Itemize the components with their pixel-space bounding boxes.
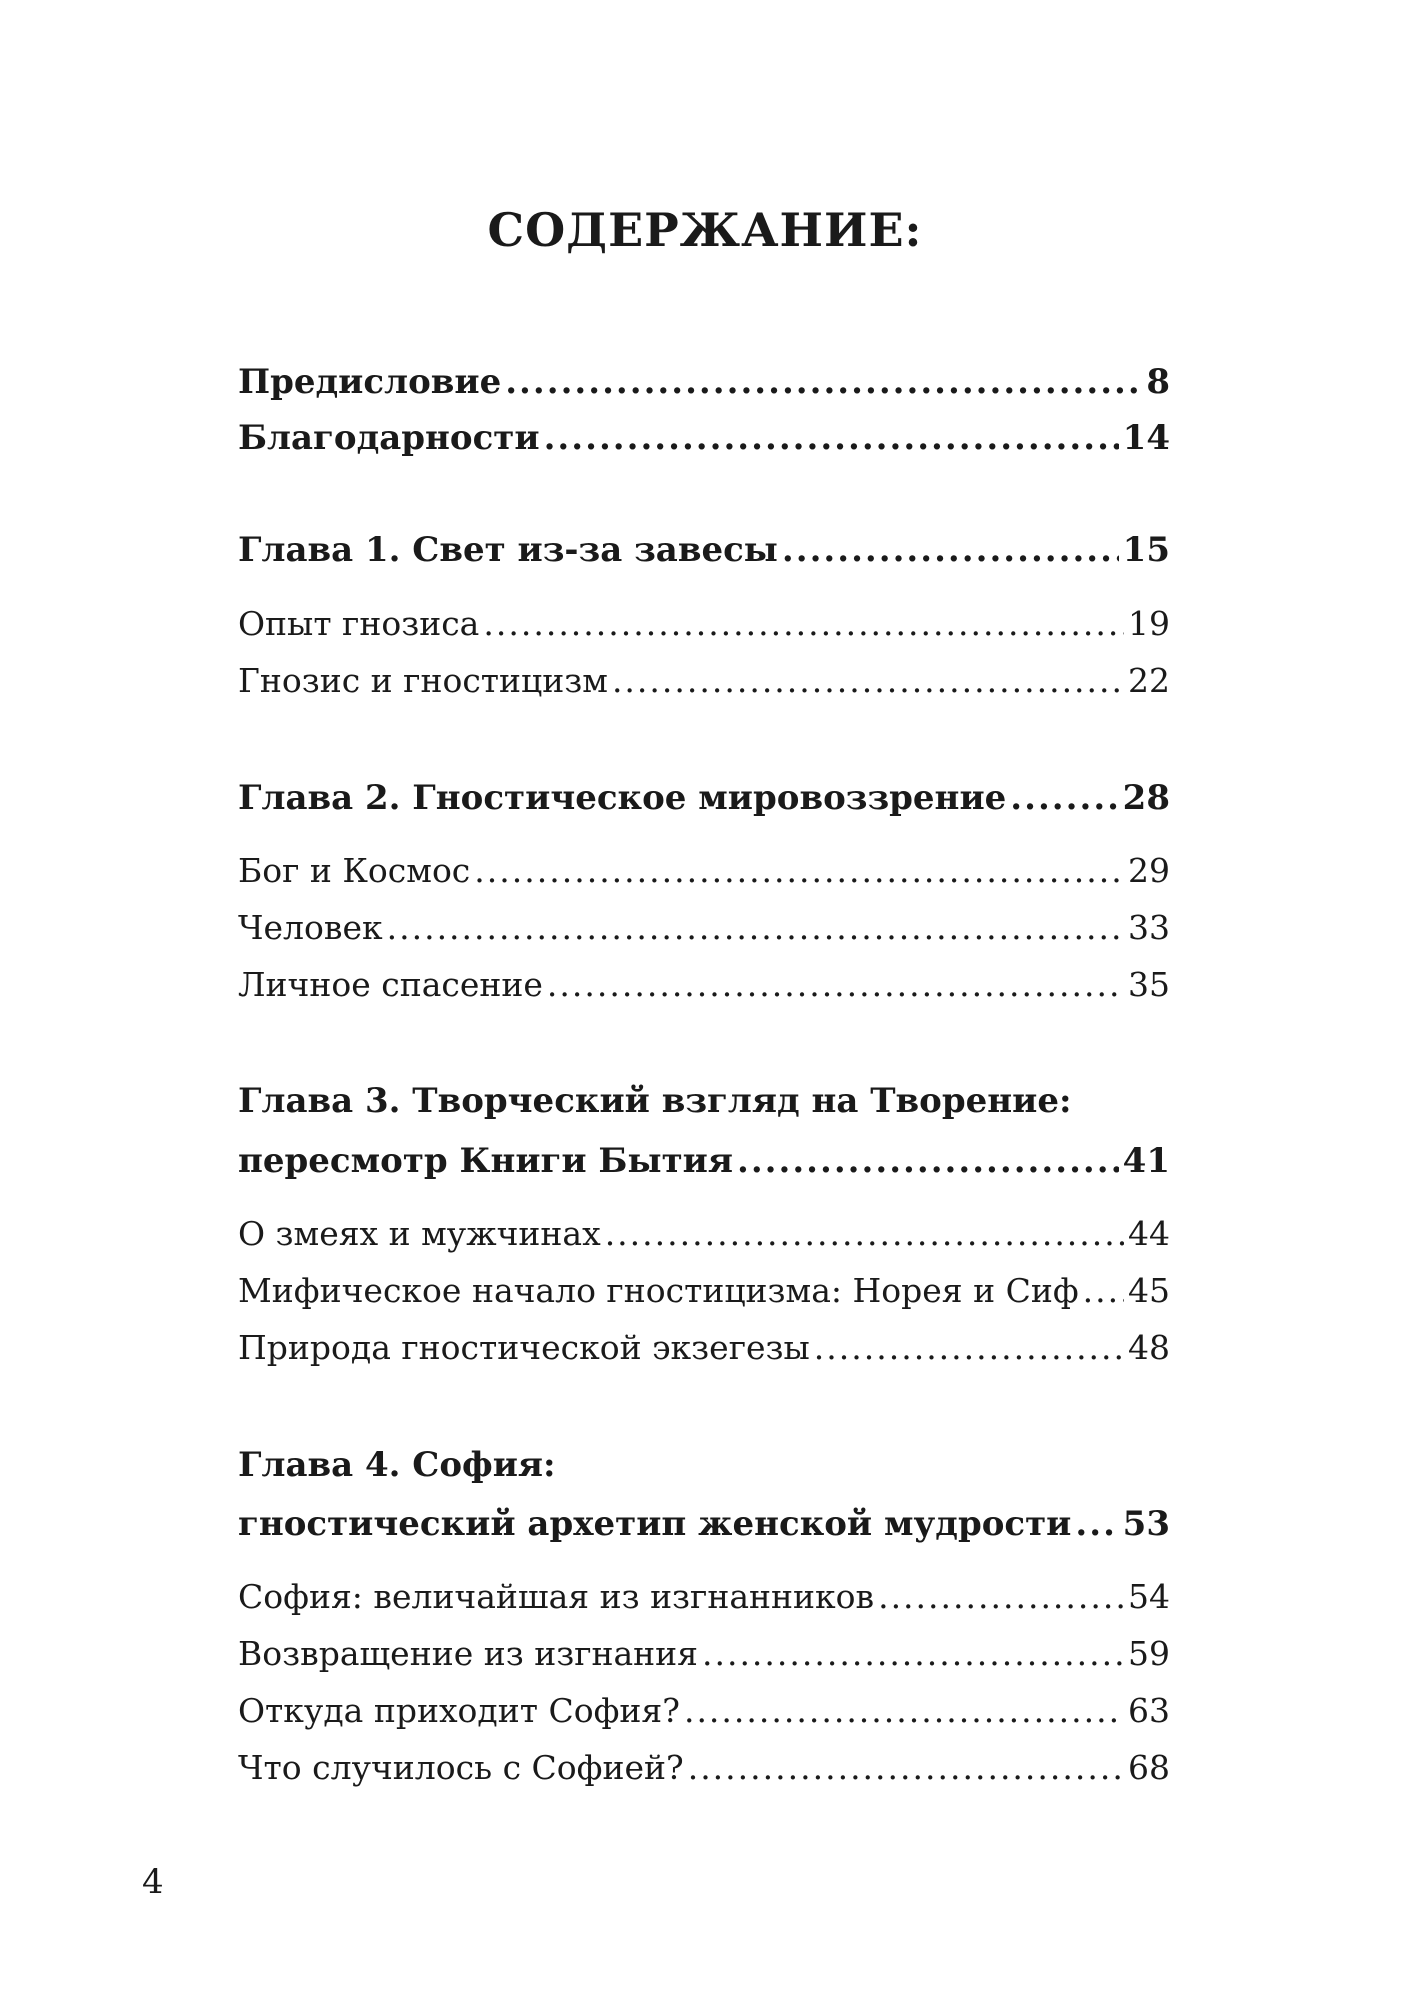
toc-entry-section[interactable] [238, 657, 1170, 705]
toc-entry-acknowledgements[interactable] [238, 414, 1170, 462]
toc-entry-label: Благодарности [238, 418, 540, 458]
toc-entry-label: Глава 4. София: [238, 1445, 556, 1485]
toc-entry-page: 28 [1122, 778, 1170, 818]
toc-entry-label: Человек [238, 908, 383, 947]
toc-entry-page: 14 [1122, 418, 1170, 458]
dot-leader [505, 358, 1142, 406]
dot-leader [605, 1210, 1124, 1258]
toc-entry-section[interactable] [238, 600, 1170, 648]
toc-entry-page: 41 [1122, 1141, 1170, 1181]
toc-entry-label: Предисловие [238, 362, 502, 402]
toc-entry-page: 45 [1128, 1271, 1170, 1310]
toc-entry-page: 22 [1128, 661, 1170, 700]
toc-entry-label: Откуда приходит София? [238, 1691, 680, 1730]
toc-entry-page: 53 [1122, 1504, 1170, 1544]
toc-entry-section[interactable] [238, 1210, 1170, 1258]
toc-entry-label: Глава 2. Гностическое мировоззрение [238, 778, 1007, 818]
toc-entry-label: Мифическое начало гностицизма: Норея и Сиф [238, 1271, 1079, 1310]
toc-entry-label: О змеях и мужчинах [238, 1214, 601, 1253]
dot-leader [1010, 774, 1118, 822]
toc-entry-label: Личное спасение [238, 965, 543, 1004]
toc-entry-label: Глава 3. Творческий взгляд на Творение: [238, 1081, 1072, 1121]
dot-leader [702, 1630, 1124, 1678]
toc-entry-label: Опыт гнозиса [238, 604, 480, 643]
dot-leader [1075, 1500, 1118, 1548]
dot-leader [547, 961, 1124, 1009]
toc-entry-label: Гнозис и гностицизм [238, 661, 608, 700]
toc-entry-page: 59 [1128, 1634, 1170, 1673]
toc-entry-page: 35 [1128, 965, 1170, 1004]
dot-leader [737, 1137, 1119, 1185]
dot-leader [612, 657, 1124, 705]
toc-entry-label: Бог и Космос [238, 851, 471, 890]
toc-entry-label: София: величайшая из изгнанников [238, 1577, 875, 1616]
toc-entry-section[interactable] [238, 904, 1170, 952]
dot-leader [1083, 1267, 1124, 1315]
toc-entry-page: 33 [1128, 908, 1170, 947]
toc-entry-section[interactable] [238, 1267, 1170, 1315]
toc-entry-section[interactable] [238, 1324, 1170, 1372]
toc-entry-page: 29 [1128, 851, 1170, 890]
page-number: 4 [142, 1862, 164, 1902]
toc-entry-page: 68 [1128, 1748, 1170, 1787]
toc-entry-section[interactable] [238, 1630, 1170, 1678]
toc-entry-section[interactable] [238, 847, 1170, 895]
toc-entry-page: 48 [1128, 1328, 1170, 1367]
toc-entry-chapter-3[interactable] [238, 1137, 1170, 1185]
page-title: СОДЕРЖАНИЕ: [487, 203, 923, 257]
toc-entry-page: 19 [1128, 604, 1170, 643]
toc-entry-section[interactable] [238, 961, 1170, 1009]
toc-entry-label: гностический архетип женской мудрости [238, 1504, 1072, 1544]
dot-leader [474, 847, 1124, 895]
toc-entry-label: Возвращение из изгнания [238, 1634, 698, 1673]
toc-entry-label: Глава 1. Свет из-за завесы [238, 530, 778, 570]
toc-entry-chapter-2[interactable] [238, 774, 1170, 822]
toc-entry-chapter-1[interactable] [238, 526, 1170, 574]
dot-leader [684, 1687, 1124, 1735]
toc-entry-chapter-4[interactable] [238, 1500, 1170, 1548]
toc-entry-page: 8 [1146, 362, 1170, 402]
toc-entry-page: 15 [1122, 530, 1170, 570]
dot-leader [782, 526, 1119, 574]
toc-entry-chapter-4-title[interactable] [238, 1441, 1170, 1489]
toc-entry-preface[interactable] [238, 358, 1170, 406]
toc-entry-label: пересмотр Книги Бытия [238, 1141, 733, 1181]
toc-entry-page: 63 [1128, 1691, 1170, 1730]
toc-entry-section[interactable] [238, 1687, 1170, 1735]
toc-entry-section[interactable] [238, 1573, 1170, 1621]
toc-entry-chapter-3-title[interactable] [238, 1077, 1170, 1125]
dot-leader [387, 904, 1124, 952]
dot-leader [688, 1744, 1124, 1792]
toc-entry-label: Природа гностической экзегезы [238, 1328, 810, 1367]
dot-leader [544, 414, 1119, 462]
toc-entry-label: Что случилось с Софией? [238, 1748, 684, 1787]
toc-entry-page: 44 [1128, 1214, 1170, 1253]
dot-leader [814, 1324, 1124, 1372]
table-of-contents [238, 0, 1170, 2000]
dot-leader [483, 600, 1124, 648]
toc-entry-section[interactable] [238, 1744, 1170, 1792]
toc-entry-page: 54 [1128, 1577, 1170, 1616]
dot-leader [878, 1573, 1124, 1621]
